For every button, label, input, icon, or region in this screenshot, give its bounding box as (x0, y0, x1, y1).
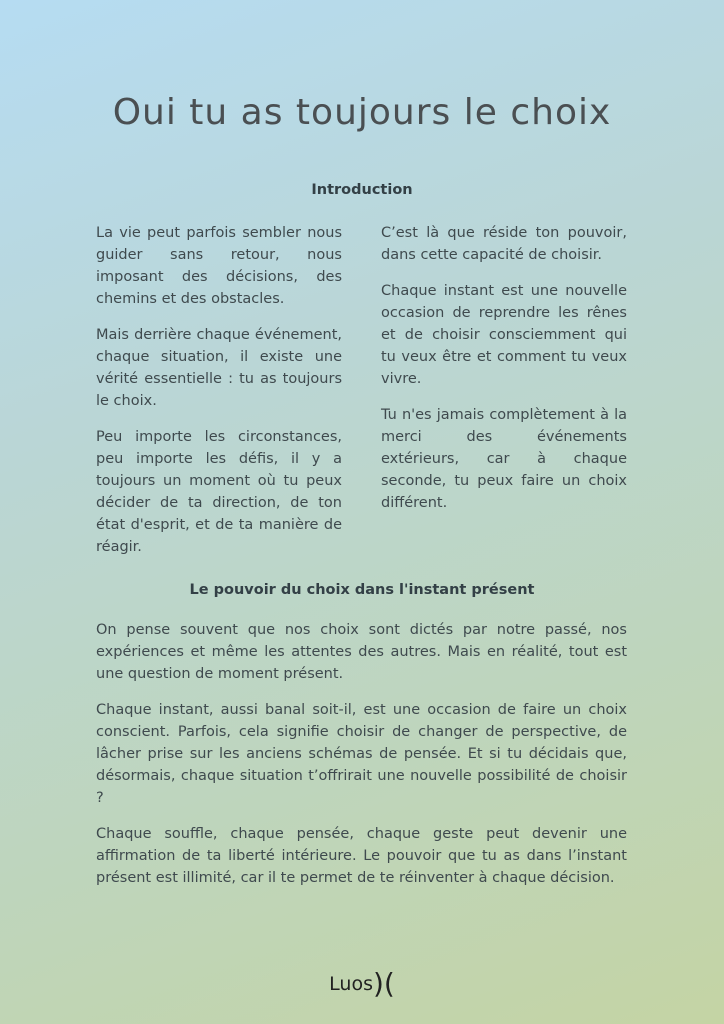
page-title: Oui tu as toujours le choix (112, 92, 612, 133)
intro-right-paragraph-1: C’est là que réside ton pouvoir, dans cette capacité de choisir. (381, 225, 627, 263)
section2-body (96, 619, 627, 903)
intro-left-column (96, 222, 342, 572)
logo-mark-icon: )( (372, 967, 395, 1000)
section2-paragraph-3: Chaque souffle, chaque pensée, chaque geste peut devenir une affirmation de ta liberté intérieure. Le pouvoir que tu as dans l’instant présent est illimité, car il te permet de te réinventer à chaque décision. (96, 826, 627, 886)
intro-left-paragraph-2: Mais derrière chaque événement, chaque situation, il existe une vérité essentielle : tu as toujours le choix. (96, 327, 342, 409)
intro-left-paragraph-1: La vie peut parfois sembler nous guider sans retour, nous imposant des décisions, des chemins et des obstacles. (96, 225, 342, 307)
section2-heading: Le pouvoir du choix dans l'instant présent (189, 582, 535, 598)
intro-right-column (381, 222, 627, 528)
logo-text: Luos (329, 973, 373, 995)
intro-heading: Introduction (311, 182, 413, 198)
brand-logo (0, 964, 724, 1000)
section2-paragraph-2: Chaque instant, aussi banal soit-il, est une occasion de faire un choix conscient. Parfois, cela signifie choisir de changer de perspective, de lâcher prise sur les anciens schémas de pensée. Et si tu décidais que, désormais, chaque situation t’offrirait une nouvelle possibilité de choisir ? (96, 702, 627, 806)
section2-paragraph-1: On pense souvent que nos choix sont dictés par notre passé, nos expériences et même les attentes des autres. Mais en réalité, tout est une question de moment présent. (96, 622, 627, 682)
intro-right-paragraph-2: Chaque instant est une nouvelle occasion de reprendre les rênes et de choisir consciemment qui tu veux être et comment tu veux vivre. (381, 283, 627, 387)
intro-right-paragraph-3: Tu n'es jamais complètement à la merci des événements extérieurs, car à chaque seconde, tu peux faire un choix différent. (381, 407, 627, 511)
intro-left-paragraph-3: Peu importe les circonstances, peu importe les défis, il y a toujours un moment où tu peux décider de ta direction, de ton état d'esprit, et de ta manière de réagir. (96, 429, 342, 555)
